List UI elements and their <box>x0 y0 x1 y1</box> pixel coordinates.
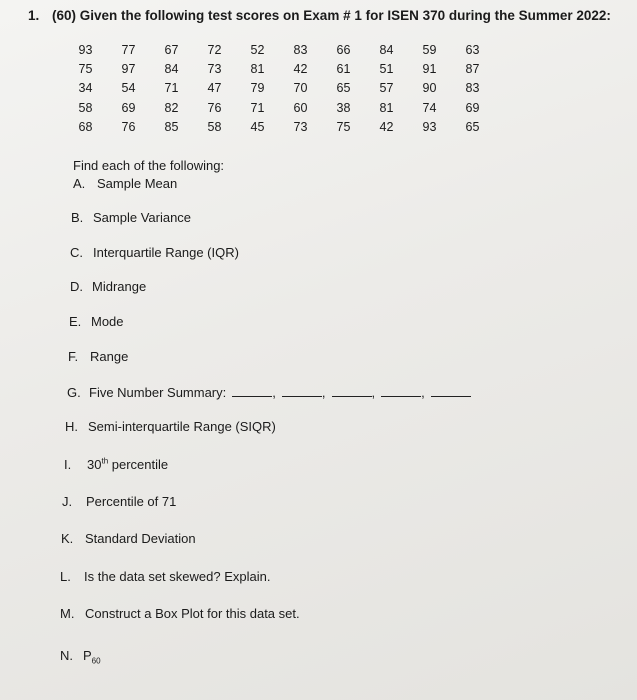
score-cell: 51 <box>379 61 394 76</box>
score-cell: 34 <box>78 81 93 96</box>
score-cell: 76 <box>121 119 136 134</box>
problem-title: (60) Given the following test scores on Exam # 1 for ISEN 370 during the Summer 2022: <box>52 8 611 23</box>
score-cell: 69 <box>465 100 480 115</box>
score-cell: 84 <box>164 61 179 76</box>
item-text: Sample Mean <box>97 176 178 191</box>
item-h <box>65 419 276 434</box>
score-cell: 74 <box>422 100 437 115</box>
answer-blank <box>381 388 421 397</box>
score-cell: 58 <box>78 100 93 115</box>
answer-blank <box>332 388 372 397</box>
item-text: Midrange <box>92 279 147 294</box>
score-cell: 83 <box>293 42 308 57</box>
item-i <box>64 457 168 472</box>
item-text: Sample Variance <box>93 210 192 225</box>
score-cell: 42 <box>379 119 394 134</box>
scores-table <box>64 40 494 136</box>
item-text <box>87 457 168 472</box>
score-cell: 66 <box>336 42 351 57</box>
score-cell: 93 <box>78 42 93 57</box>
score-cell: 83 <box>465 81 480 96</box>
item-text: Semi-interquartile Range (SIQR) <box>88 419 276 434</box>
item-letter: F. <box>68 349 79 364</box>
table-row <box>64 40 494 59</box>
item-text: Construct a Box Plot for this data set. <box>85 606 300 621</box>
score-cell: 90 <box>422 81 437 96</box>
score-cell: 47 <box>207 81 222 96</box>
item-g <box>67 385 471 400</box>
comma: , <box>321 385 326 400</box>
item-text-rest: percentile <box>108 457 169 473</box>
item-e <box>69 314 124 329</box>
score-cell: 85 <box>164 119 179 134</box>
score-cell: 42 <box>293 61 308 76</box>
score-cell: 45 <box>250 119 265 134</box>
score-cell: 38 <box>336 100 351 115</box>
score-cell: 63 <box>465 42 480 57</box>
score-cell: 75 <box>78 61 93 76</box>
item-l <box>60 569 270 584</box>
score-cell: 84 <box>379 42 394 57</box>
score-cell: 75 <box>336 119 351 134</box>
percentile-symbol: P <box>83 648 92 663</box>
score-cell: 93 <box>422 119 437 134</box>
problem-number: 1. <box>28 8 40 23</box>
item-text <box>83 648 101 666</box>
score-cell: 71 <box>164 81 179 96</box>
score-cell: 54 <box>121 81 136 96</box>
score-cell: 79 <box>250 81 265 96</box>
item-text: Standard Deviation <box>85 531 196 546</box>
item-letter: B. <box>71 210 84 225</box>
score-cell: 57 <box>379 81 394 96</box>
item-letter: J. <box>62 494 73 509</box>
item-c <box>70 245 239 260</box>
item-letter: E. <box>69 314 82 329</box>
score-cell: 58 <box>207 119 222 134</box>
score-cell: 65 <box>465 119 480 134</box>
ordinal-number: 30 <box>87 457 102 473</box>
item-text: Five Number Summary: <box>89 385 227 400</box>
item-text: Percentile of 71 <box>86 494 177 509</box>
score-cell: 91 <box>422 61 437 76</box>
item-letter: C. <box>70 245 83 260</box>
score-cell: 72 <box>207 42 222 57</box>
score-cell: 68 <box>78 119 93 134</box>
item-letter: I. <box>64 457 72 473</box>
score-cell: 76 <box>207 100 222 115</box>
score-cell: 82 <box>164 100 179 115</box>
item-letter: N. <box>60 648 73 663</box>
score-cell: 97 <box>121 61 136 76</box>
item-letter: M. <box>60 606 75 621</box>
item-m <box>60 606 300 621</box>
answer-blank <box>232 388 272 397</box>
item-f <box>68 349 128 364</box>
table-row <box>64 117 494 136</box>
item-text: Range <box>90 349 129 364</box>
item-n <box>60 648 101 666</box>
score-cell: 60 <box>293 100 308 115</box>
score-cell: 71 <box>250 100 265 115</box>
comma: , <box>272 385 276 400</box>
percentile-subscript: 60 <box>91 656 101 666</box>
table-row <box>64 59 494 78</box>
item-text: Interquartile Range (IQR) <box>93 245 239 260</box>
item-d <box>70 279 146 294</box>
item-a <box>73 176 177 191</box>
item-letter: H. <box>65 419 78 434</box>
score-cell: 81 <box>379 100 394 115</box>
score-cell: 65 <box>336 81 351 96</box>
answer-blank <box>282 388 322 397</box>
item-letter: L. <box>60 569 71 584</box>
answer-blank <box>431 388 471 397</box>
score-cell: 52 <box>250 42 265 57</box>
item-letter: K. <box>61 531 74 546</box>
score-cell: 67 <box>164 42 179 57</box>
item-b <box>71 210 191 225</box>
item-letter: A. <box>73 176 86 191</box>
score-cell: 73 <box>207 61 222 76</box>
score-cell: 69 <box>121 100 136 115</box>
instructions-text: Find each of the following: <box>73 158 225 173</box>
item-j <box>62 494 176 509</box>
score-cell: 59 <box>422 42 437 57</box>
comma: , <box>371 385 376 400</box>
item-text: Mode <box>91 314 124 329</box>
item-letter: D. <box>70 279 83 294</box>
score-cell: 81 <box>250 61 265 76</box>
comma: , <box>421 385 425 400</box>
score-cell: 70 <box>293 81 308 96</box>
table-row <box>64 98 494 117</box>
score-cell: 61 <box>336 61 351 76</box>
ordinal-suffix: th <box>101 457 109 466</box>
table-row <box>64 79 494 98</box>
score-cell: 87 <box>465 61 480 76</box>
item-k <box>61 531 196 546</box>
score-cell: 77 <box>121 42 136 57</box>
item-text: Is the data set skewed? Explain. <box>84 569 271 584</box>
item-letter: G. <box>67 385 81 400</box>
problem-heading <box>28 8 611 23</box>
score-cell: 73 <box>293 119 308 134</box>
